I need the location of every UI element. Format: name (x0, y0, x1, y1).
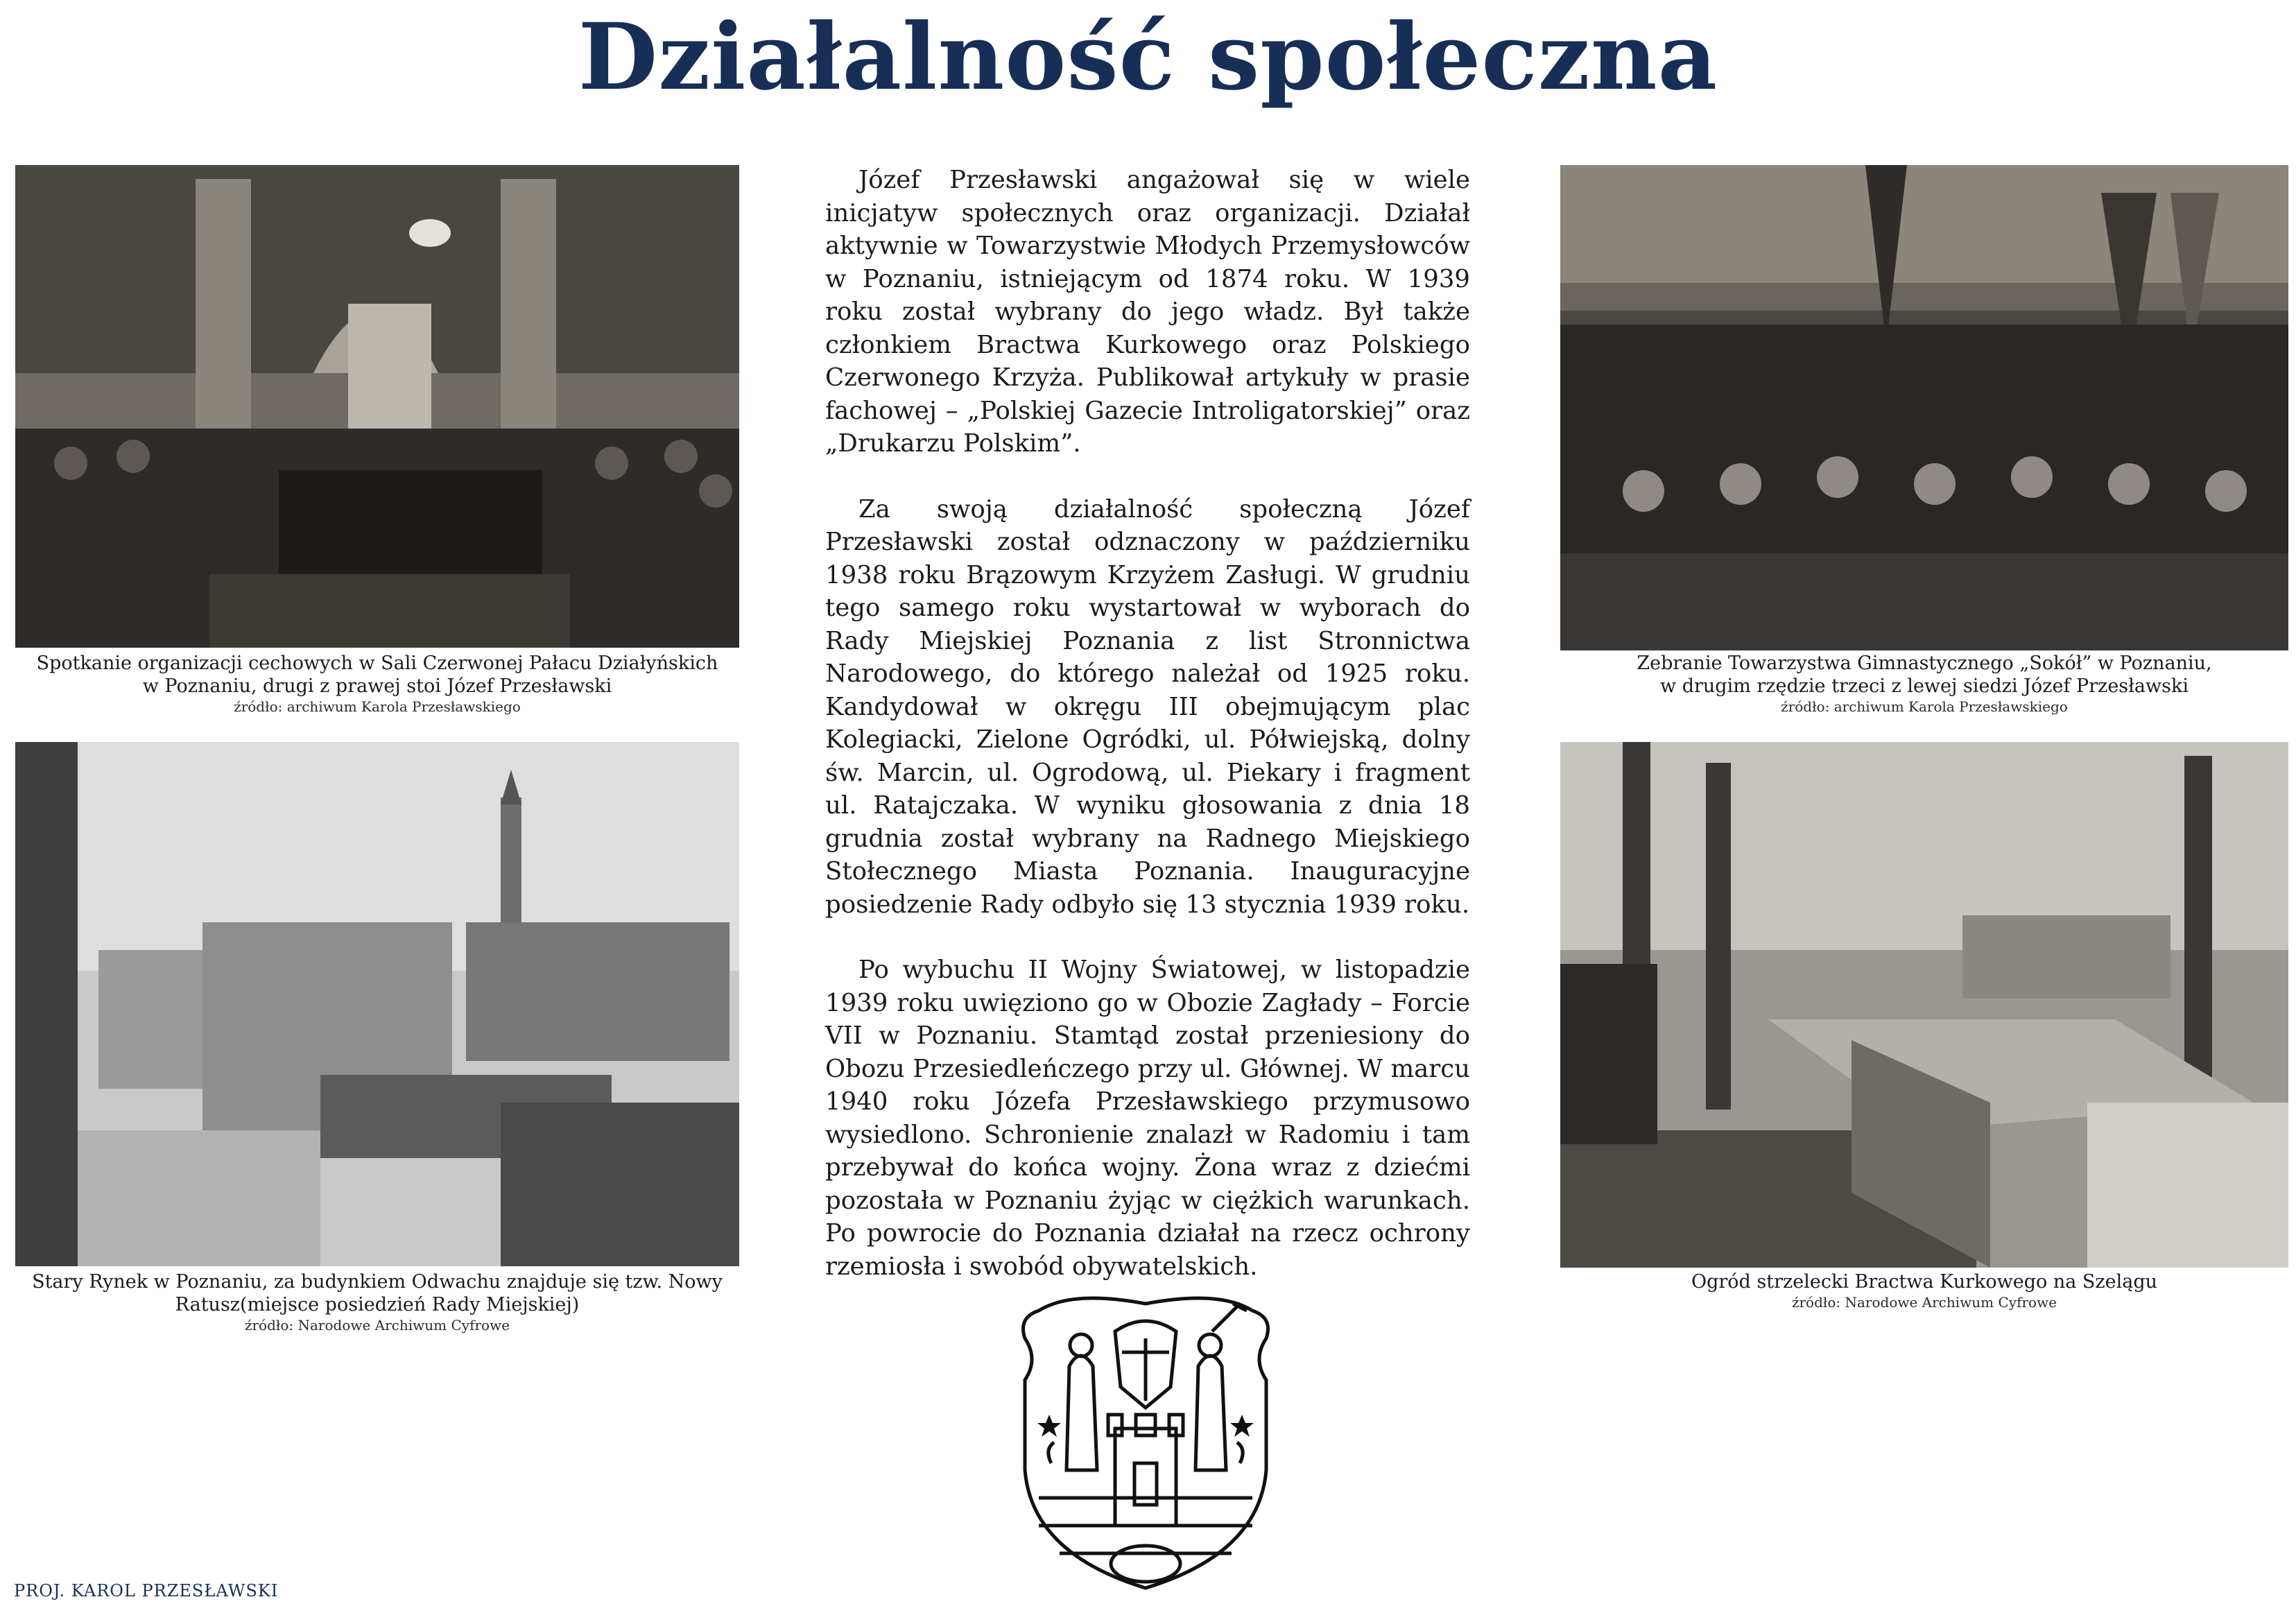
caption-source: źródło: Narodowe Archiwum Cyfrowe (244, 1317, 510, 1334)
paragraph-3: Po wybuchu II Wojny Światowej, w listopadzie 1939 roku uwięziono go w Obozie Zagłady – Forcie VII w Poznaniu. Stamtąd został przeniesiony do Obozu Przesiedleńczego przy ul. Głównej. W marcu 1940 roku Józefa Przesławskiego przymusowo wysiedlono. Schronienie znalazł w Radomiu i tam przebywał do końca wojny. Żona wraz z dziećmi pozostała w Poznaniu żyjąc w ciężkich warunkach. Po powrocie do Poznania działał na rzecz ochrony rzemiosła i swobód obywatelskich. (825, 956, 1470, 1281)
caption-line: Spotkanie organizacji cechowych w Sali Czerwonej Pałacu Działyńskich (36, 653, 718, 674)
paragraph-2: Za swoją działalność społeczną Józef Przesławski został odznaczony w październiku 1938 roku Brązowym Krzyżem Zasługi. W grudniu tego samego roku wystartował w wyborach do Rady Miejskiej Poznania z list Stronnictwa Narodowego, do którego należał od 1925 roku. Kandydował w okręgu III obejmującym plac Kolegiacki, Zielone Ogródki, ul. Półwiejską, dolny św. Marcin, ul. Ogrodową, ul. Piekary i fragment ul. Ratajczaka. W wyniku głosowania z dnia 18 grudnia został wybrany na Radnego Miejskiego Stołecznego Miasta Poznania. Inauguracyjne posiedzenie Rady odbyło się 13 stycznia 1939 roku. (825, 494, 1470, 919)
footer-credit: PROJ. KAROL PRZESŁAWSKI (14, 1581, 279, 1601)
caption-source: źródło: archiwum Karola Przesławskiego (1781, 698, 2068, 715)
caption-source: źródło: Narodowe Archiwum Cyfrowe (1791, 1294, 2057, 1311)
poznan-coat-of-arms-icon (1011, 1290, 1280, 1595)
caption-source: źródło: archiwum Karola Przesławskiego (234, 698, 521, 715)
caption-line: Ratusz(miejsce posiedzień Rady Miejskiej) (175, 1294, 580, 1315)
caption-sokol-meeting (1560, 652, 2288, 716)
caption-line: Zebranie Towarzystwa Gimnastycznego „Sokół” w Poznaniu, (1637, 653, 2212, 674)
caption-line: Stary Rynek w Poznaniu, za budynkiem Odwachu znajduje się tzw. Nowy (32, 1271, 723, 1293)
caption-line: Ogród strzelecki Bractwa Kurkowego na Szelągu (1691, 1271, 2158, 1293)
caption-shooting-garden (1560, 1270, 2288, 1311)
caption-line: w drugim rzędzie trzeci z lewej siedzi Józef Przesławski (1660, 675, 2189, 697)
caption-old-market (0, 1270, 754, 1334)
page-title: Działalność społeczna (578, 3, 1718, 111)
caption-guild-meeting (0, 652, 754, 716)
photo-old-market (15, 742, 739, 1266)
main-text (825, 164, 1470, 1315)
caption-line: w Poznaniu, drugi z prawej stoi Józef Przesławski (142, 675, 612, 697)
photo-sokol-meeting (1560, 165, 2288, 650)
paragraph-1: Józef Przesławski angażował się w wiele inicjatyw społecznych oraz organizacji. Działał aktywnie w Towarzystwie Młodych Przemysłowców w Poznaniu, istniejącym od 1874 roku. W 1939 roku został wybrany do jego władz. Był także członkiem Bractwa Kurkowego oraz Polskiego Czerwonego Krzyża. Publikował artykuły w prasie fachowej – „Polskiej Gazecie Introligatorskiej” oraz „Drukarzu Polskim”. (825, 166, 1470, 458)
photo-shooting-garden (1560, 742, 2288, 1268)
photo-guild-meeting (15, 165, 739, 648)
